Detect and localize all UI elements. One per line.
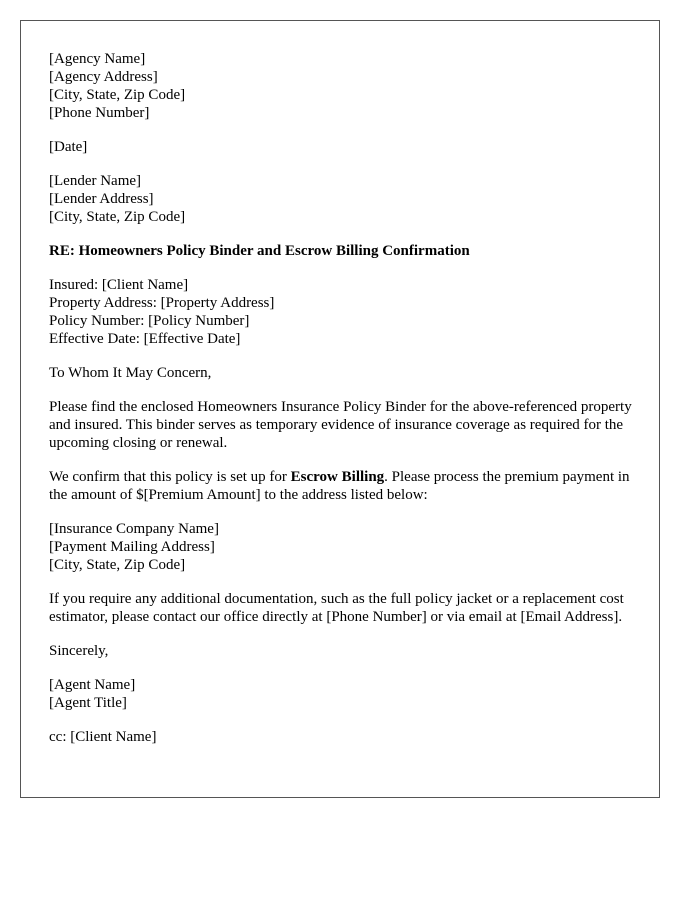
cc-text: cc: [Client Name] (49, 729, 157, 745)
agency-address: [Agency Address] (49, 69, 158, 85)
lender-address: [Lender Address] (49, 191, 154, 207)
subject-line: RE: Homeowners Policy Binder and Escrow Billing Confirmation (49, 243, 470, 259)
policy-info-block (49, 276, 639, 348)
paragraph-escrow-start: We confirm that this policy is set up for (49, 469, 291, 485)
agency-address-block (49, 50, 639, 122)
closing: Sincerely, (49, 643, 109, 659)
lender-name: [Lender Name] (49, 173, 142, 189)
insurer-city-state-zip: [City, State, Zip Code] (49, 557, 186, 573)
agency-phone: [Phone Number] (49, 105, 150, 121)
insurer-name: [Insurance Company Name] (49, 521, 219, 537)
paragraph-contact: If you require any additional documentation, such as the full policy jacket or a replacement cost estimator, please contact our office directly at [Phone Number] or via email at [Email Address]. (49, 591, 624, 625)
lender-address-block (49, 172, 639, 226)
letter-page (20, 20, 660, 798)
salutation: To Whom It May Concern, (49, 365, 212, 381)
lender-city-state-zip: [City, State, Zip Code] (49, 209, 186, 225)
paragraph-escrow (49, 468, 639, 504)
insured-line: Insured: [Client Name] (49, 277, 189, 293)
letter-body (49, 50, 639, 762)
agency-city-state-zip: [City, State, Zip Code] (49, 87, 186, 103)
signature-block (49, 676, 639, 712)
effective-date-line: Effective Date: [Effective Date] (49, 331, 241, 347)
cc-line (49, 728, 639, 746)
policy-number-line: Policy Number: [Policy Number] (49, 313, 250, 329)
agent-name: [Agent Name] (49, 677, 136, 693)
insurer-address-block (49, 520, 639, 574)
agency-name: [Agency Name] (49, 51, 146, 67)
agent-title: [Agent Title] (49, 695, 127, 711)
date-text: [Date] (49, 139, 88, 155)
escrow-billing-emphasis: Escrow Billing (290, 469, 385, 485)
property-address-line: Property Address: [Property Address] (49, 295, 275, 311)
paragraph-escrow-end: . Please process the premium payment in the amount of $[Premium Amount] to the address listed below: (49, 469, 630, 503)
letter-date (49, 138, 639, 156)
paragraph-binder: Please find the enclosed Homeowners Insurance Policy Binder for the above-referenced property and insured. This binder serves as temporary evidence of insurance coverage as required for the upcoming closing or renewal. (49, 399, 632, 451)
payment-mailing-address: [Payment Mailing Address] (49, 539, 215, 555)
